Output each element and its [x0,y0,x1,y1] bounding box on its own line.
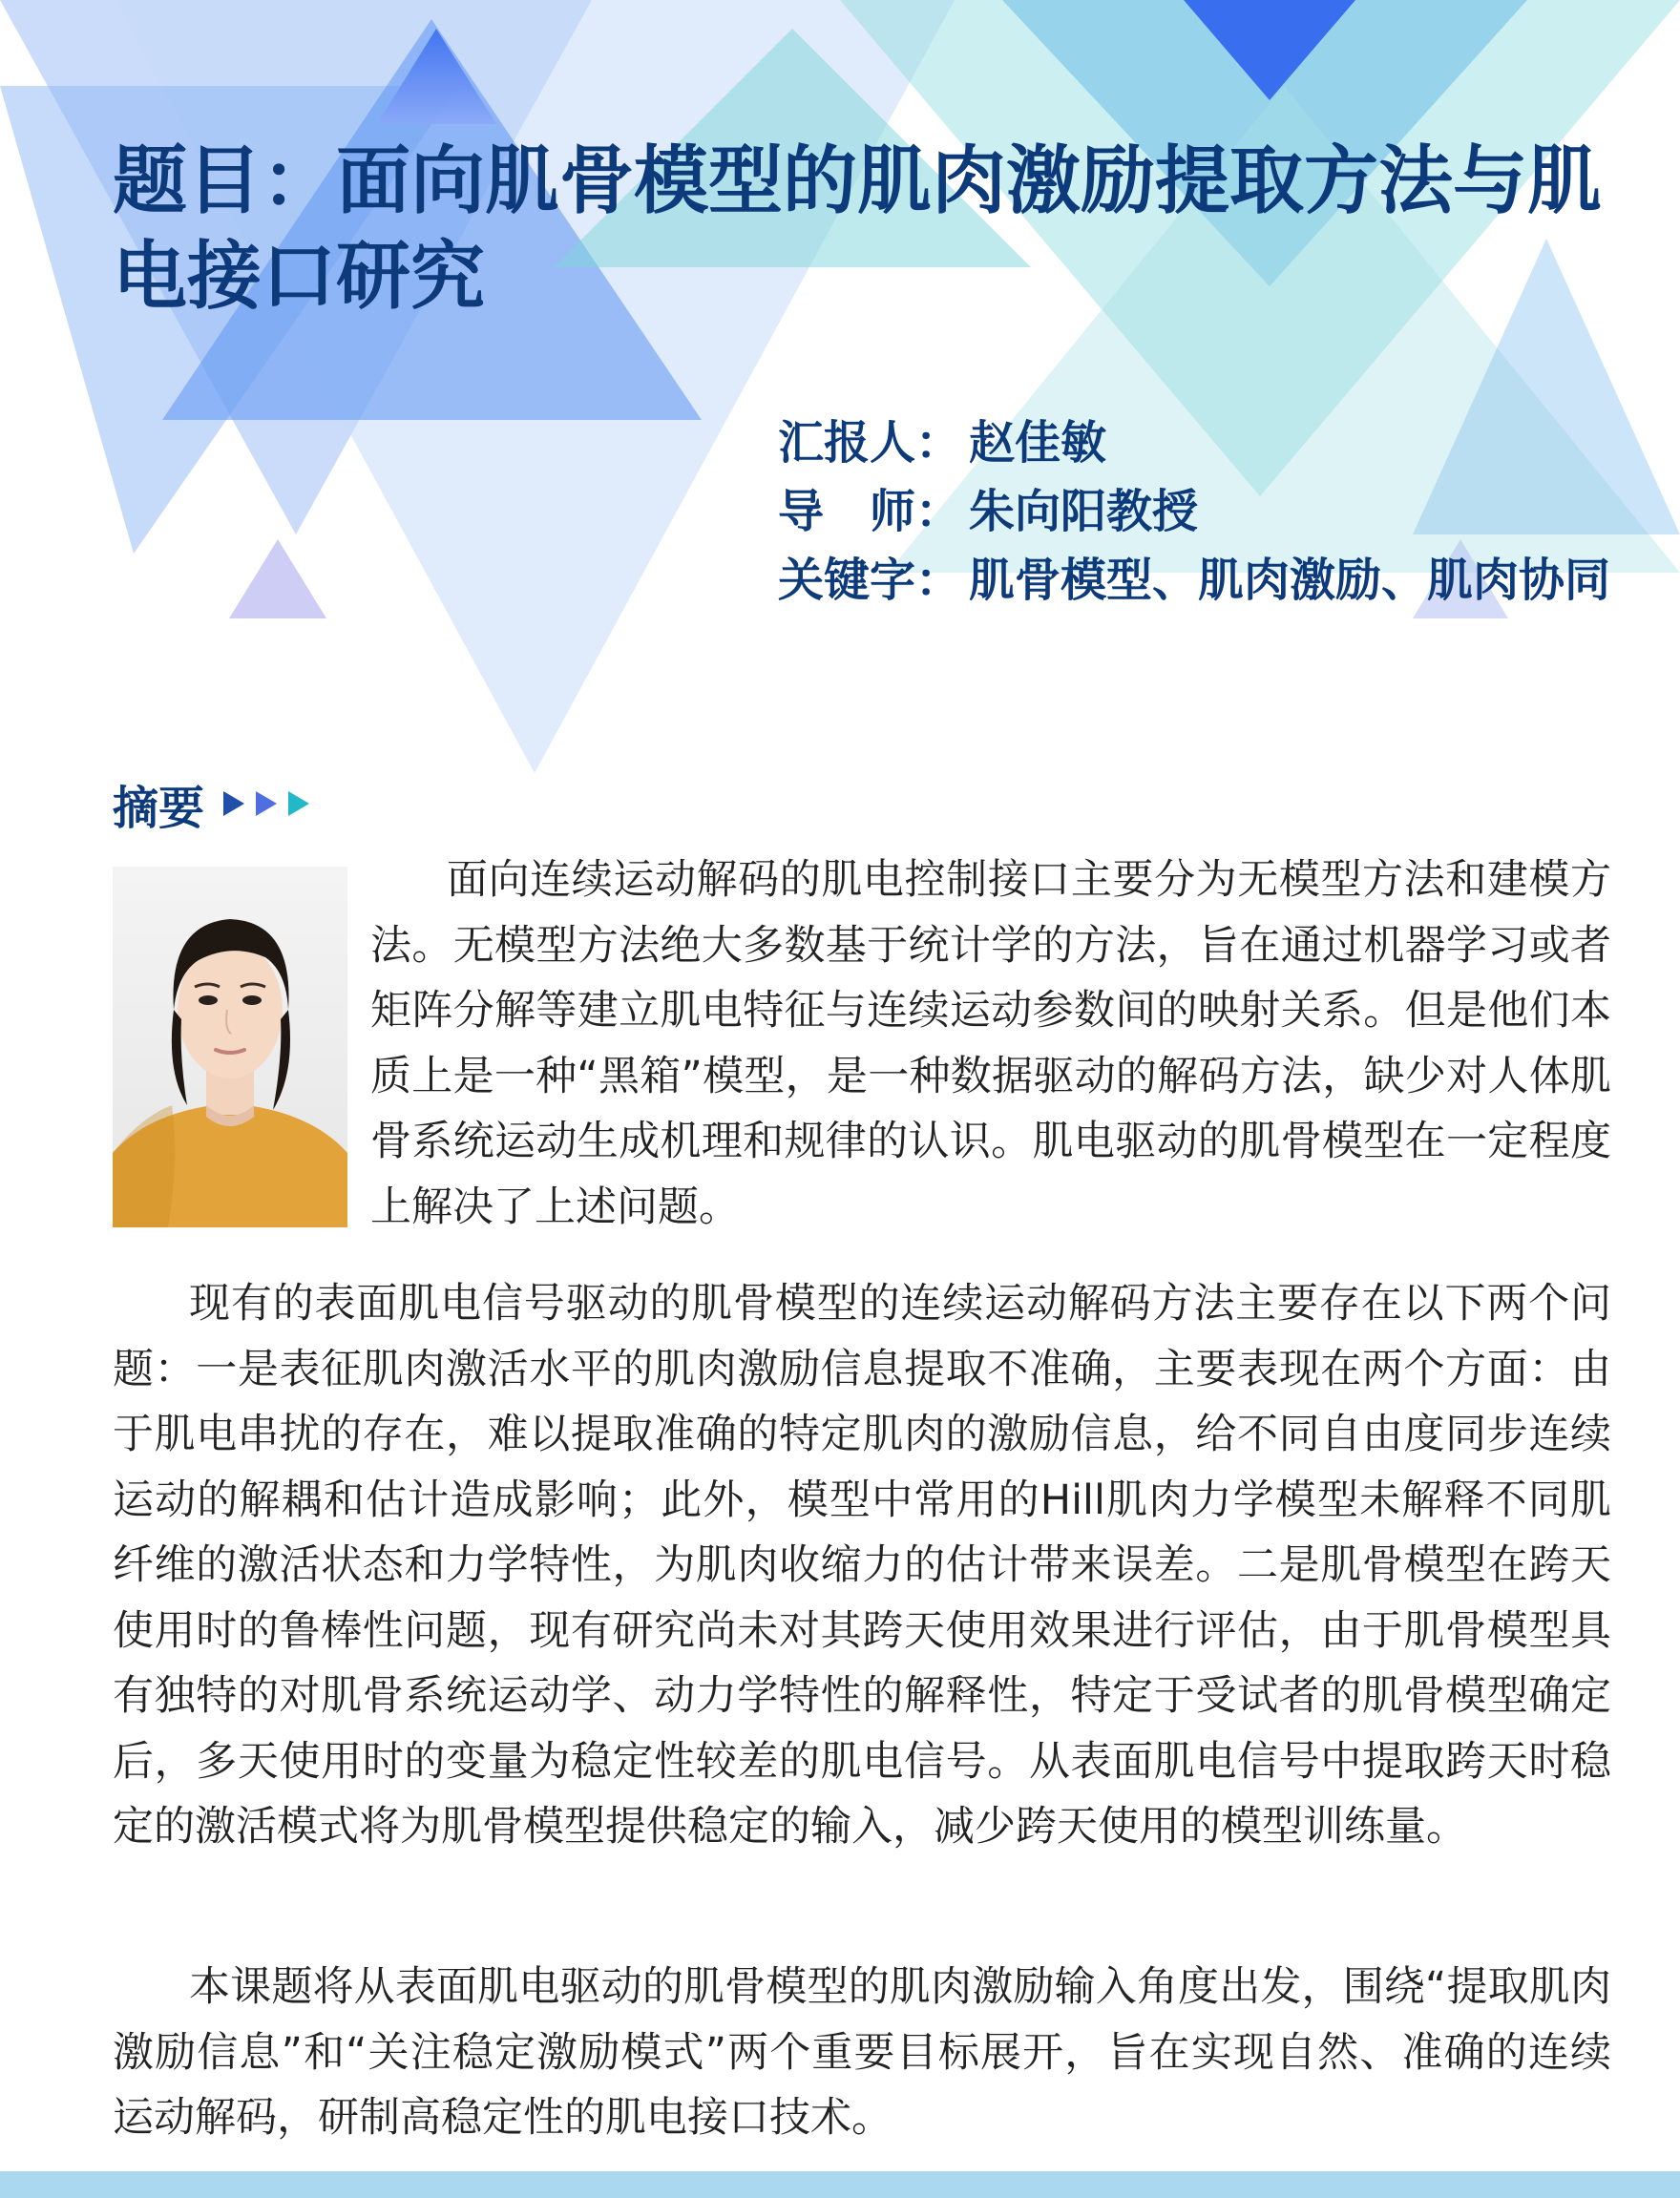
info-label: 汇报人： [778,416,962,470]
portrait-photo [113,867,347,1227]
info-value: 肌骨模型、肌肉激励、肌肉协同 [969,554,1611,607]
info-row-advisor [778,477,1610,546]
abstract-heading-label: 摘要 [113,781,205,835]
triple-arrow-icon [223,789,315,818]
info-block [778,408,1610,615]
info-value: 朱向阳教授 [969,485,1199,538]
bg-triangle [229,539,326,618]
bottom-bar [0,2171,1680,2198]
info-label: 导 师： [778,485,962,538]
abstract-paragraph: 面向连续运动解码的肌电控制接口主要分为无模型方法和建模方法。无模型方法绝大多数基于统计学的方法，旨在通过机器学习或者矩阵分解等建立肌电特征与连续运动参数间的映射关系。但是他们本质上是一种“黑箱”模型，是一种数据驱动的解码方法，缺少对人体肌骨系统运动生成机理和规律的认识。肌电驱动的肌骨模型在一定程度上解决了上述问题。 [370,856,1611,1231]
abstract-paragraph: 本课题将从表面肌电驱动的肌骨模型的肌肉激励输入角度出发，围绕“提取肌肉激励信息”和“关注稳定激励模式”两个重要目标展开，旨在实现自然、准确的连续运动解码，研制高稳定性的肌电接口技术。 [113,1963,1611,2142]
page-title: 题目：面向肌骨模型的肌肉激励提取方法与肌电接口研究 [113,138,1603,320]
info-value: 赵佳敏 [969,416,1107,470]
info-label: 关键字： [778,554,962,607]
info-row-reporter [778,408,1610,477]
abstract-paragraph: 现有的表面肌电信号驱动的肌骨模型的连续运动解码方法主要存在以下两个问题：一是表征肌肉激活水平的肌肉激励信息提取不准确，主要表现在两个方面：由于肌电串扰的存在，难以提取准确的特定肌肉的激励信息，给不同自由度同步连续运动的解耦和估计造成影响；此外，模型中常用的Hill肌肉力学模型未解释不同肌纤维的激活状态和力学特性，为肌肉收缩力的估计带来误差。二是肌骨模型在跨天使用时的鲁棒性问题，现有研究尚未对其跨天使用效果进行评估，由于肌骨模型具有独特的对肌骨系统运动学、动力学特性的解释性，特定于受试者的肌骨模型确定后，多天使用时的变量为稳定性较差的肌电信号。从表面肌电信号中提取跨天时稳定的激活模式将为肌骨模型提供稳定的输入，减少跨天使用的模型训练量。 [113,1280,1611,1851]
info-row-keywords [778,546,1610,615]
abstract-heading [113,775,315,835]
